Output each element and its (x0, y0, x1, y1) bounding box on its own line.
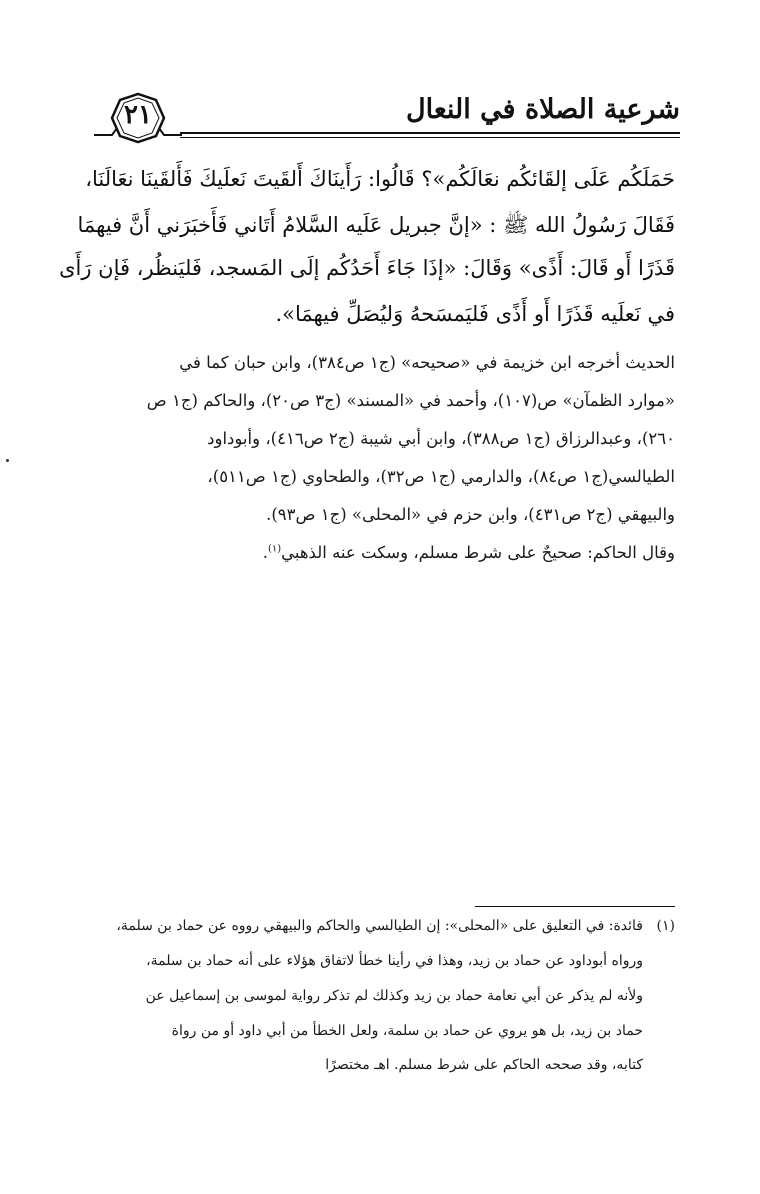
footnote-separator (475, 906, 675, 907)
scan-speck (6, 459, 9, 462)
hakim-statement (263, 543, 675, 562)
hadith-line: فَقَالَ رَسُولُ الله ﷺ : «إنَّ جبريل عَلَيه السَّلامُ أَتَاني فَأَخبَرَني أَنَّ فيهمَا (77, 213, 675, 237)
header-rule-bottom (180, 137, 680, 138)
hadith-line: حَمَلَكُم عَلَى إلقَائكُم نعَالَكُم»؟ قَالُوا: رَأَينَاكَ أَلقَيتَ نَعلَيكَ فَأَلقَينَا نعَالَنَا، (85, 167, 675, 191)
takhrij-line: الحديث أخرجه ابن خزيمة في «صحيحه» (ج١ ص٣٨٤)، وابن حبان كما في (179, 353, 675, 372)
page-header (90, 88, 680, 148)
takhrij-line: الطيالسي(ج١ ص٨٤)، والدارمي (ج١ ص٣٢)، والطحاوي (ج١ ص٥١١)، (207, 467, 675, 486)
footnote-line: ولأنه لم يذكر عن أبي نعامة حماد بن زيد وكذلك لم تذكر رواية لموسى بن إسماعيل عن (145, 988, 643, 1004)
takhrij-line: ٢٦٠)، وعبدالرزاق (ج١ ص٣٨٨)، وابن أبي شيبة (ج٢ ص٤١٦)، وأبوداود (207, 429, 675, 448)
hadith-line: قَذَرًا أَو قَالَ: أَذًى» وَقَالَ: «إذَا جَاءَ أَحَدُكُم إلَى المَسجد، فَليَنظُر، فَإن رَأَى (59, 256, 675, 280)
footnote-line: فائدة: في التعليق على «المحلى»: إن الطيالسي والحاكم والبيهقي رووه عن حماد بن سلمة، (116, 918, 643, 934)
page-number-badge (90, 88, 186, 148)
header-rule-top (180, 132, 680, 134)
hakim-text: وقال الحاكم: صحيحٌ على شرط مسلم، وسكت عنه الذهبي (281, 543, 675, 562)
takhrij-line: والبيهقي (ج٢ ص٤٣١)، وابن حزم في «المحلى» (ج١ ص٩٣). (266, 505, 675, 524)
page-number: ٢١ (124, 100, 152, 130)
hadith-line: في نَعلَيه قَذَرًا أَو أَذًى فَليَمسَحهُ وَليُصَلِّ فيهمَا». (275, 302, 675, 326)
footnote-marker: (١) (267, 543, 282, 555)
footnote-line: ورواه أبوداود عن حماد بن زيد، وهذا في رأينا خطأ لاتفاق هؤلاء على أنه حماد بن سلمة، (146, 953, 643, 969)
takhrij-line: «موارد الظمآن» ص(١٠٧)، وأحمد في «المسند» (ج٣ ص٢٠)، والحاكم (ج١ ص (146, 391, 675, 410)
footnote-line: كتابه، وقد صححه الحاكم على شرط مسلم. اهـ مختصرًا (325, 1057, 643, 1073)
running-title: شرعية الصلاة في النعال (405, 94, 680, 125)
hakim-period: . (262, 543, 268, 562)
footnote-line: حماد بن زيد، بل هو يروي عن حماد بن سلمة، ولعل الخطأ من أبي داود أو من رواة (171, 1023, 643, 1039)
footnote-number: (١) (656, 918, 675, 934)
